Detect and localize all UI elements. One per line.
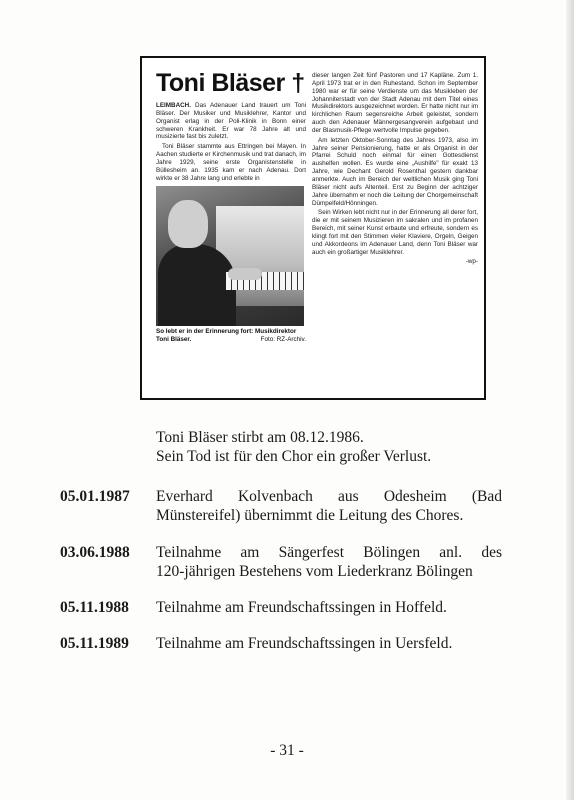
clipping-paragraph: Toni Bläser stammte aus Ettringen bei Mayen. In Aachen studierte er Kirchenmusik und trat danach, im Jahre 1929, seine erste Organistenstelle in Büllesheim an. 1935 kam er nach Adenau. Dort wirkte er 38 Jahre lang und erlebte in (156, 143, 306, 182)
clipping-left-column (156, 66, 306, 343)
page-number: - 31 - (270, 742, 304, 759)
clipping-headline: Toni Bläser † (156, 69, 305, 97)
entry-text: Teilnahme am Sängerfest Bölingen anl. des 120-jährigen Bestehens vom Liederkranz Bölingen (156, 544, 502, 580)
photo-caption: So lebt er in der Erinnerung fort: Musikdirektor Toni Bläser. Foto: RZ-Archiv. (156, 328, 306, 343)
death-notice (156, 428, 516, 466)
newspaper-clipping (140, 56, 486, 400)
clipping-right-column (312, 72, 478, 268)
clipping-paragraph: Sein Wirken lebt nicht nur in der Erinnerung all derer fort, die er mit seinem Musizieren im sakralen und im profanen Bereich, mit seiner Kunst erbaute und erfreute, sondern es klingt fort mit den Stimmen vieler Klaviere, Orgeln, Geigen und Akkordeons im Adenauer Land, denn Toni Bläser war auch ein großartiger Musiklehrer. (312, 209, 478, 256)
entry-date: 05.11.1988 (60, 599, 129, 616)
portrait-photo (156, 186, 304, 326)
death-notice-line: Toni Bläser stirbt am 08.12.1986. (156, 429, 364, 446)
entry-text: Teilnahme am Freundschaftssingen in Hoffeld. (156, 599, 447, 616)
page-edge-shadow (566, 0, 574, 800)
entry-text: Teilnahme am Freundschaftssingen in Uersfeld. (156, 635, 453, 652)
entry-date: 03.06.1988 (60, 544, 130, 561)
entry-text: Everhard Kolvenbach aus Odesheim (Bad Münstereifel) übernimmt die Leitung des Chores. (156, 488, 502, 524)
death-notice-line: Sein Tod ist für den Chor ein großer Verlust. (156, 448, 432, 465)
clipping-signature: -wp- (465, 258, 478, 266)
clipping-paragraph: LEIMBACH. Das Adenauer Land trauert um Toni Bläser. Der Musiker und Musiklehrer, Kantor und Organist erlag in der Poli-Klinik in Bonn einer schweren Krankheit. Er war 78 Jahre alt und musizierte fast bis zuletzt. (156, 102, 306, 141)
entry-date: 05.11.1989 (60, 635, 129, 652)
entry-date: 05.01.1987 (60, 488, 130, 505)
photo-credit: Foto: RZ-Archiv. (260, 335, 306, 343)
clipping-paragraph: Am letzten Oktober-Sonntag des Jahres 1973, also im Jahre seiner Pensionierung, hatte er als Organist in der Pfarrei Schuld noch einmal für einen Gottesdienst aushelfen wollen. Es wurde eine „Aushilfe" für exakt 13 Jahre, wie Dechant Gerold Rosenthal gestern dankbar anmerkte. Auch im Bereich der weltlichen Musik ging Toni Bläser nicht aufs Altenteil. Erst zu Beginn der achtziger Jahre übernahm er noch die Leitung der Chorgemeinschaft Dümpelfeld/Hönningen. (312, 136, 478, 207)
clipping-paragraph: dieser langen Zeit fünf Pastoren und 17 Kapläne. Zum 1. April 1973 trat er in den Ruhestand. Schon im September 1980 war er für seine Verdienste um das Musikleben der Johanniterstadt von der Stadt Adenau mit dem Titel eines Musikdirektors ausgezeichnet worden. Er hatte nicht nur im kirchlichen Raum segensreiche Arbeit geleistet, sondern auch den Adenauer Männergesangverein aufgebaut und der Blasmusik-Pflege wertvolle Impulse gegeben. (312, 72, 478, 134)
